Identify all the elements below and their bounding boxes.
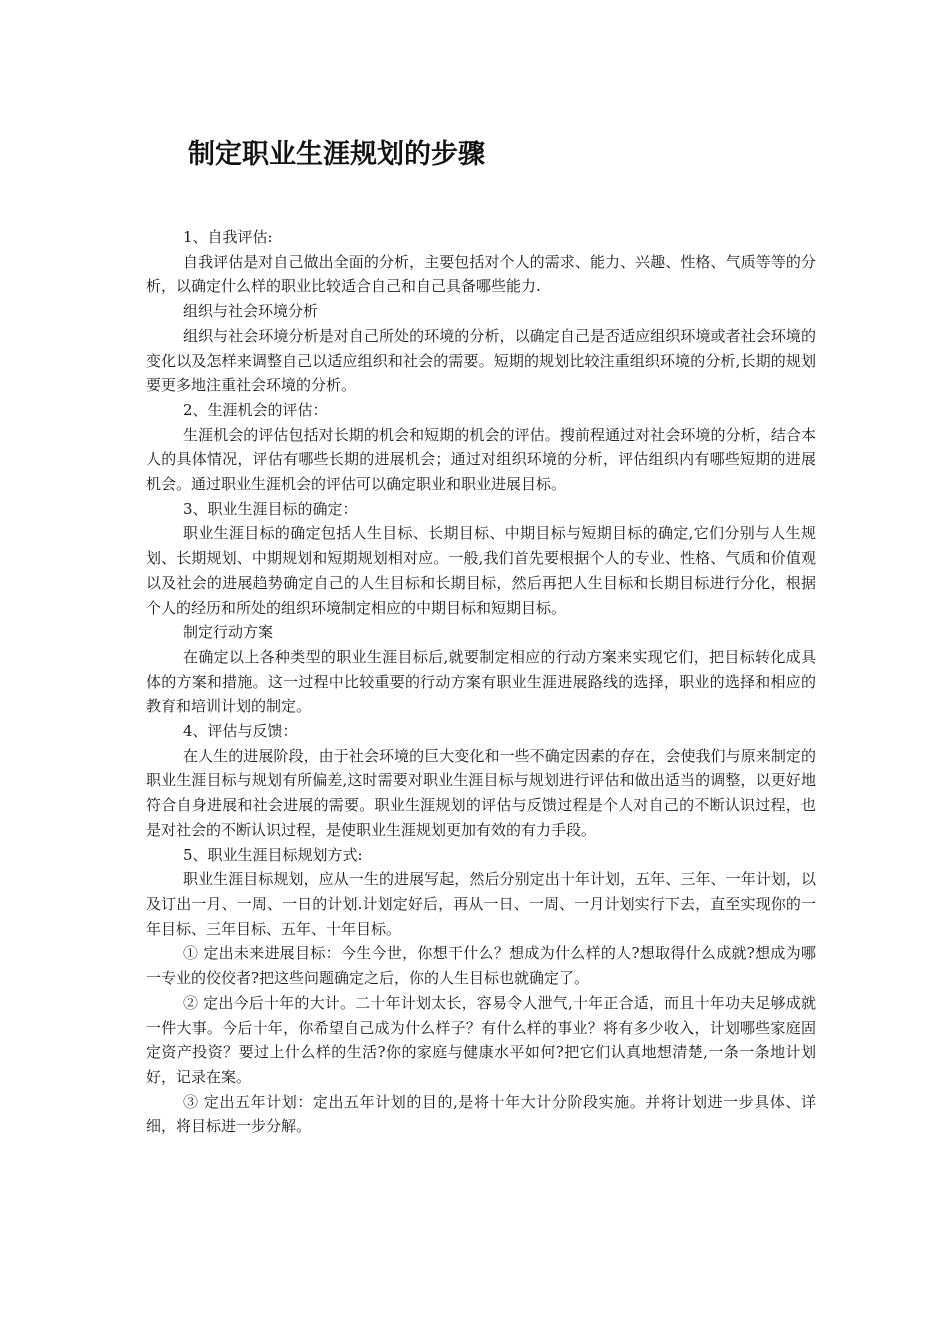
section-heading-goals: 3、职业生涯目标的确定： [183, 499, 358, 518]
paragraph-step-1: ① 定出未来进展目标：今生今世，你想干什么？想成为什么样的人?想取得什么成就?想成为哪一专业的佼佼者?把这些问题确定之后，你的人生目标也就确定了。 [146, 944, 816, 988]
paragraph-goals: 职业生涯目标的确定包括人生目标、长期目标、中期目标与短期目标的确定,它们分别与人生规划、长期规划、中期规划和短期规划相对应。一般,我们首先要根据个人的专业、性格、气质和价值观以及社会的进展趋势确定自己的人生目标和长期目标，然后再把人生目标和长期目标进行分化，根据个人的经历和所处的组织环境制定相应的中期目标和短期目标。 [146, 524, 816, 617]
section-heading-self-assessment: 1、自我评估: [183, 228, 273, 246]
section-heading-planning-method: 5、职业生涯目标规划方式: [183, 845, 363, 864]
section-heading-environment: 组织与社会环境分析 [183, 302, 319, 321]
paragraph-self-assessment: 自我评估是对自己做出全面的分析，主要包括对个人的需求、能力、兴趣、性格、气质等等的分析，以确定什么样的职业比较适合自己和自己具备哪些能力. [146, 252, 816, 296]
paragraph-action-plan: 在确定以上各种类型的职业生涯目标后,就要制定相应的行动方案来实现它们，把目标转化成具体的方案和措施。这一过程中比较重要的行动方案有职业生涯进展路线的选择，职业的选择和相应的教育和培训计划的制定。 [146, 647, 816, 716]
paragraph-planning-method: 职业生涯目标规划，应从一生的进展写起，然后分别定出十年计划，五年、三年、一年计划，以及订出一月、一周、一日的计划.计划定好后，再从一日、一周、一月计划实行下去，直至实现你的一年目标、三年目标、五年、十年目标。 [146, 870, 816, 938]
paragraph-environment: 组织与社会环境分析是对自己所处的环境的分析，以确定自己是否适应组织环境或者社会环境的变化以及怎样来调整自己以适应组织和社会的需要。短期的规划比较注重组织环境的分析,长期的规划要更多地注重社会环境的分析。 [146, 326, 816, 395]
section-heading-opportunity: 2、生涯机会的评估： [183, 400, 328, 419]
section-heading-evaluation: 4、评估与反馈： [183, 722, 298, 741]
paragraph-step-2: ② 定出今后十年的大计。二十年计划太长，容易令人泄气,十年正合适，而且十年功夫足够成就一件大事。今后十年，你希望自己成为什么样子？有什么样的事业？将有多少收入，计划哪些家庭固定资产投资？要过上什么样的生活?你的家庭与健康水平如何?把它们认真地想清楚,一条一条地计划好，记录在案。 [146, 993, 816, 1086]
document-body [146, 225, 816, 1139]
paragraph-opportunity: 生涯机会的评估包括对长期的机会和短期的机会的评估。搜前程通过对社会环境的分析，结合本人的具体情况，评估有哪些长期的进展机会；通过对组织环境的分析，评估组织内有哪些短期的进展机会。通过职业生涯机会的评估可以确定职业和职业进展目标。 [146, 425, 816, 494]
document-title: 制定职业生涯规划的步骤 [188, 139, 485, 170]
paragraph-evaluation: 在人生的进展阶段，由于社会环境的巨大变化和一些不确定因素的存在，会使我们与原来制定的职业生涯目标与规划有所偏差,这时需要对职业生涯目标与规划进行评估和做出适当的调整，以更好地符合自身进展和社会进展的需要。职业生涯规划的评估与反馈过程是个人对自己的不断认识过程，也是对社会的不断认识过程，是使职业生涯规划更加有效的有力手段。 [146, 746, 816, 839]
paragraph-step-3: ③ 定出五年计划：定出五年计划的目的,是将十年大计分阶段实施。并将计划进一步具体、详细，将目标进一步分解。 [146, 1092, 816, 1136]
section-heading-action-plan: 制定行动方案 [183, 623, 274, 642]
